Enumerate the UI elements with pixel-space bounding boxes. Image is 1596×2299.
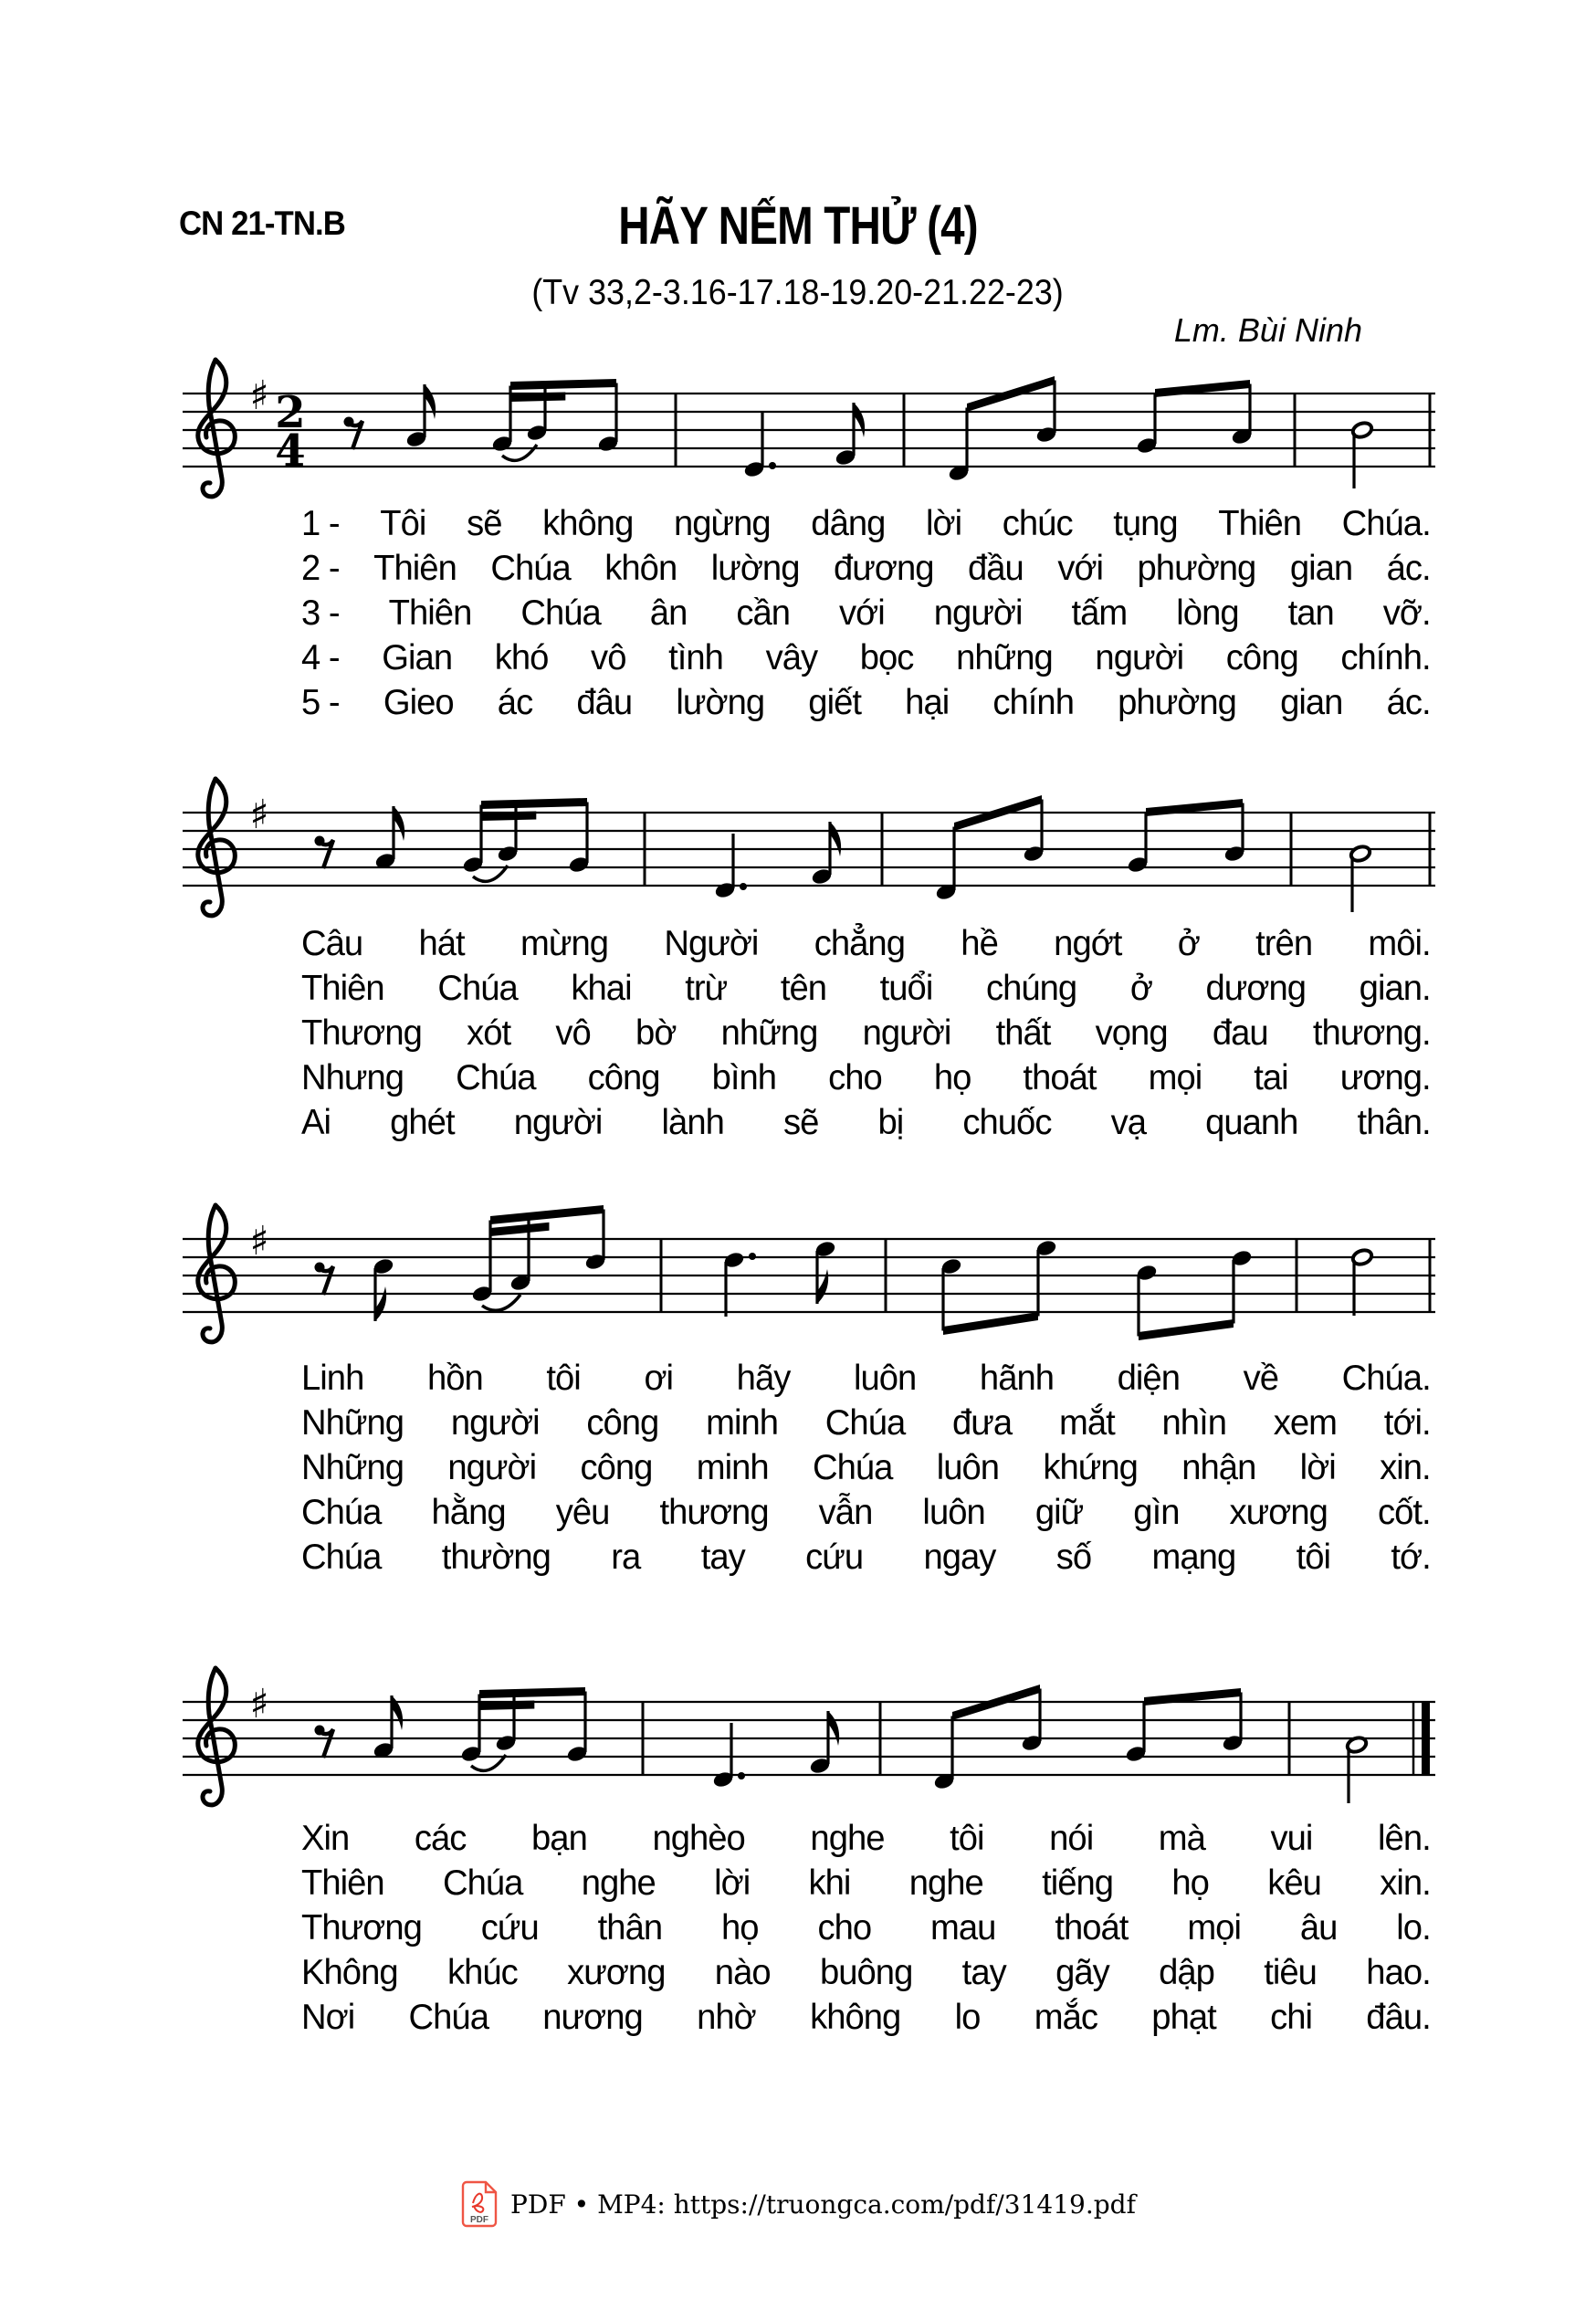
lyric-word: cứu	[480, 1908, 539, 1947]
lyric-word: nhận	[1181, 1448, 1256, 1487]
lyric-word: họ	[933, 1058, 971, 1097]
lyric-word: Gieo	[383, 683, 454, 722]
lyric-word: công	[580, 1448, 653, 1487]
lyric-word: bạn	[531, 1819, 587, 1858]
lyric-word: quanh	[1205, 1103, 1298, 1142]
lyric-word: lo.	[1396, 1908, 1431, 1947]
lyric-word: bọc	[859, 638, 914, 677]
lyric-line	[301, 1953, 1431, 1998]
lyric-word: hằng	[431, 1493, 506, 1532]
lyric-word: khôn	[604, 549, 677, 588]
lyric-word: cốt.	[1377, 1493, 1431, 1532]
lyric-word: Những	[301, 1403, 404, 1443]
lyric-word: đương	[833, 549, 934, 588]
pdf-icon-label: PDF	[470, 2215, 489, 2225]
verse-block-2	[301, 924, 1454, 1148]
lyric-word: luôn	[922, 1493, 985, 1532]
lyric-word: mắt	[1058, 1403, 1115, 1443]
verse-block-1	[301, 504, 1454, 728]
lyric-word: thương	[659, 1493, 769, 1532]
lyric-word: mừng	[520, 924, 609, 963]
lyric-word: gian.	[1359, 969, 1431, 1008]
lyric-word: chúc	[1002, 504, 1073, 543]
lyric-word: Linh	[301, 1359, 364, 1398]
lyric-line	[301, 683, 1431, 728]
lyric-word: họ	[721, 1908, 759, 1947]
lyric-word: mà	[1158, 1819, 1205, 1858]
lyric-word: đưa	[952, 1403, 1013, 1443]
lyric-word: ở	[1129, 969, 1152, 1008]
lyric-word: lo	[954, 1998, 981, 2037]
lyric-word: chẳng	[814, 924, 905, 963]
lyric-line	[301, 1448, 1431, 1493]
lyric-word: Xin	[301, 1819, 350, 1858]
lyric-word: nghe	[810, 1819, 885, 1858]
pdf-file-icon[interactable]	[460, 2180, 499, 2228]
lyric-word: tớ.	[1391, 1538, 1431, 1577]
pdf-url-text[interactable]: PDF • MP4: https://truongca.com/pdf/31419.pdf	[510, 2189, 1136, 2220]
lyric-word: hại	[905, 683, 950, 722]
lyric-word: buông	[819, 1953, 913, 1992]
lyric-word: Tôi	[380, 504, 426, 543]
lyric-word: bị	[877, 1103, 904, 1142]
lyric-word: Nơi	[301, 1998, 355, 2037]
lyric-word: thường	[441, 1538, 551, 1577]
lyric-line	[301, 1998, 1431, 2042]
lyric-word: lường	[676, 683, 765, 722]
svg-text:4: 4	[275, 425, 306, 477]
lyric-word: Thiên	[388, 593, 472, 633]
lyric-word: bờ	[635, 1013, 677, 1053]
lyric-word: xót	[467, 1013, 511, 1053]
lyric-word: kêu	[1267, 1863, 1321, 1903]
lyric-word: mau	[930, 1908, 996, 1947]
lyric-word: dâng	[811, 504, 886, 543]
svg-text:♯: ♯	[249, 373, 269, 419]
lyric-word: phường	[1118, 683, 1236, 722]
lyric-word: xương	[1229, 1493, 1328, 1532]
lyric-word: xương	[567, 1953, 666, 1992]
lyric-word: Chúa	[824, 1403, 906, 1443]
lyric-word: giữ	[1034, 1493, 1084, 1532]
verse-block-4	[301, 1819, 1454, 2042]
lyric-line	[301, 1819, 1431, 1863]
lyric-word: chi	[1270, 1998, 1312, 2037]
lyric-word: cần	[736, 593, 791, 633]
lyric-word: xem	[1273, 1403, 1338, 1443]
lyric-word: lời	[714, 1863, 751, 1903]
lyric-line	[301, 1908, 1431, 1953]
lyric-word: công	[586, 1403, 659, 1443]
lyric-word: ngớt	[1054, 924, 1122, 963]
lyric-word: không	[810, 1998, 901, 2037]
lyric-word: Người	[664, 924, 759, 963]
lyric-word: Ai	[301, 1103, 331, 1142]
lyric-word: người	[933, 593, 1023, 633]
lyric-word: vọng	[1095, 1013, 1168, 1053]
lyric-word: giết	[808, 683, 862, 722]
lyric-word: đầu	[967, 549, 1024, 588]
lyric-word: vạ	[1110, 1103, 1146, 1142]
title-row	[0, 195, 1596, 257]
lyric-line	[301, 1013, 1431, 1058]
lyric-word: Chúa	[456, 1058, 536, 1097]
lyric-word: vỡ.	[1382, 593, 1431, 633]
lyric-word: dập	[1159, 1953, 1214, 1992]
lyric-word: ngay	[923, 1538, 996, 1577]
lyric-word: sẽ	[782, 1103, 819, 1142]
lyric-word: gian	[1280, 683, 1343, 722]
liturgical-code: CN 21-TN.B	[179, 205, 345, 242]
lyric-word: ghét	[390, 1103, 455, 1142]
lyric-word: 2 -	[301, 549, 340, 588]
lyric-word: thương.	[1312, 1013, 1431, 1053]
lyric-word: đâu.	[1366, 1998, 1431, 2037]
lyric-word: vây	[765, 638, 818, 677]
lyric-word: ngừng	[673, 504, 771, 543]
lyric-word: khứng	[1043, 1448, 1138, 1487]
lyric-word: chính.	[1340, 638, 1431, 677]
lyric-word: chúng	[985, 969, 1077, 1008]
lyric-word: luôn	[853, 1359, 917, 1398]
lyric-word: Nhưng	[301, 1058, 404, 1097]
svg-text:♯: ♯	[249, 792, 269, 838]
lyric-word: mọi	[1148, 1058, 1202, 1097]
lyric-word: tuổi	[879, 969, 933, 1008]
lyric-word: tôi	[546, 1359, 581, 1398]
lyric-word: cho	[828, 1058, 882, 1097]
lyric-word: đâu	[576, 683, 633, 722]
lyric-word: minh	[706, 1403, 779, 1443]
lyric-word: Gian	[382, 638, 453, 677]
lyric-word: công	[587, 1058, 660, 1097]
lyric-word: vẫn	[818, 1493, 873, 1532]
composer-credit: Lm. Bùi Ninh	[1173, 311, 1362, 349]
lyric-word: Chúa	[437, 969, 518, 1008]
lyric-word: Chúa	[442, 1863, 523, 1903]
lyric-word: Không	[301, 1953, 398, 1992]
lyric-word: ân	[649, 593, 688, 633]
lyric-word: tan	[1287, 593, 1334, 633]
lyric-word: công	[1225, 638, 1298, 677]
lyric-word: mắc	[1034, 1998, 1097, 2037]
lyric-word: ơi	[644, 1359, 674, 1398]
lyric-word: hề	[961, 924, 998, 963]
lyric-word: ương.	[1339, 1058, 1431, 1097]
lyric-word: dương	[1205, 969, 1307, 1008]
lyric-word: lành	[661, 1103, 724, 1142]
lyric-word: Thiên	[1218, 504, 1302, 543]
lyric-word: Thiên	[301, 969, 384, 1008]
lyric-word: số	[1055, 1538, 1092, 1577]
lyric-line	[301, 1538, 1431, 1582]
lyric-word: trừ	[685, 969, 728, 1008]
lyric-line	[301, 1403, 1431, 1448]
lyric-word: ác.	[1386, 549, 1431, 588]
lyric-word: tụng	[1113, 504, 1178, 543]
lyric-word: Chúa.	[1341, 504, 1431, 543]
lyric-word: Thiên	[373, 549, 457, 588]
lyric-line	[301, 1863, 1431, 1908]
staff-1-notation	[183, 348, 1435, 530]
lyric-word: Chúa.	[1341, 1359, 1431, 1398]
footer	[0, 2180, 1596, 2228]
lyric-word: nhờ	[697, 1998, 756, 2037]
lyric-word: tay	[700, 1538, 745, 1577]
lyric-word: tiêu	[1264, 1953, 1317, 1992]
lyric-word: hãy	[736, 1359, 791, 1398]
lyric-word: đau	[1212, 1013, 1268, 1053]
lyric-word: người	[862, 1013, 951, 1053]
verse-block-3	[301, 1359, 1454, 1582]
lyric-word: yêu	[555, 1493, 610, 1532]
lyric-word: 3 -	[301, 593, 340, 633]
lyric-word: 1 -	[301, 504, 340, 543]
lyric-word: thất	[995, 1013, 1051, 1053]
lyric-line	[301, 1359, 1431, 1403]
lyric-word: nghèo	[652, 1819, 745, 1858]
subtitle-row	[0, 273, 1596, 313]
lyric-line	[301, 1493, 1431, 1538]
lyric-word: với	[839, 593, 885, 633]
lyric-word: tôi	[1296, 1538, 1331, 1577]
lyric-word: Chúa	[301, 1538, 382, 1577]
lyric-word: hao.	[1366, 1953, 1431, 1992]
lyric-line	[301, 924, 1431, 969]
lyric-word: tới.	[1383, 1403, 1431, 1443]
lyric-word: ác	[497, 683, 533, 722]
lyric-word: ở	[1177, 924, 1200, 963]
lyric-word: Chúa	[408, 1998, 488, 2037]
lyric-word: minh	[696, 1448, 769, 1487]
lyric-word: vô	[555, 1013, 591, 1053]
lyric-word: người	[1095, 638, 1184, 677]
lyric-word: phạt	[1151, 1998, 1216, 2037]
song-title: HÃY NẾM THỬ (4)	[618, 196, 978, 256]
lyric-word: Chúa	[301, 1493, 382, 1532]
lyric-word: khúc	[446, 1953, 518, 1992]
lyric-word: ác.	[1386, 683, 1431, 722]
staff-4-notation	[183, 1656, 1435, 1839]
lyric-word: tai	[1254, 1058, 1288, 1097]
lyric-word: những	[956, 638, 1053, 677]
lyric-word: gìn	[1133, 1493, 1180, 1532]
lyric-word: mọi	[1187, 1908, 1241, 1947]
lyric-word: nói	[1049, 1819, 1094, 1858]
lyric-word: thoát	[1055, 1908, 1129, 1947]
lyric-word: gian	[1289, 549, 1353, 588]
lyric-line	[301, 1103, 1431, 1148]
lyric-word: Chúa	[812, 1448, 893, 1487]
lyric-word: hát	[418, 924, 465, 963]
lyric-word: trên	[1255, 924, 1313, 963]
lyric-word: luôn	[936, 1448, 1000, 1487]
lyric-word: âu	[1299, 1908, 1338, 1947]
lyric-word: nhìn	[1161, 1403, 1226, 1443]
lyric-word: môi.	[1368, 924, 1431, 963]
lyric-word: nào	[714, 1953, 771, 1992]
lyric-word: Thương	[301, 1908, 422, 1947]
lyric-word: lòng	[1176, 593, 1239, 633]
lyric-word: lời	[1299, 1448, 1336, 1487]
svg-text:♯: ♯	[249, 1681, 269, 1727]
lyric-word: gãy	[1055, 1953, 1109, 1992]
lyric-word: Chúa	[490, 549, 571, 588]
lyric-word: về	[1243, 1359, 1279, 1398]
lyric-line	[301, 969, 1431, 1013]
lyric-word: tay	[961, 1953, 1006, 1992]
lyric-word: họ	[1171, 1863, 1209, 1903]
lyric-word: thân	[597, 1908, 663, 1947]
lyric-line	[301, 1058, 1431, 1103]
lyric-word: tình	[668, 638, 723, 677]
lyric-word: nghe	[581, 1863, 656, 1903]
lyric-word: mạng	[1151, 1538, 1236, 1577]
psalm-reference: (Tv 33,2-3.16-17.18-19.20-21.22-23)	[531, 273, 1065, 312]
lyric-word: không	[542, 504, 634, 543]
lyric-word: chuốc	[962, 1103, 1052, 1142]
lyric-word: khi	[808, 1863, 851, 1903]
lyric-word: hãnh	[979, 1359, 1055, 1398]
lyric-word: phường	[1137, 549, 1256, 588]
lyric-line	[301, 593, 1431, 638]
lyric-word: lên.	[1378, 1819, 1431, 1858]
lyric-word: Câu	[301, 924, 363, 963]
svg-text:♯: ♯	[249, 1218, 269, 1265]
lyric-word: tên	[780, 969, 827, 1008]
lyric-word: chính	[992, 683, 1074, 722]
lyric-line	[301, 549, 1431, 593]
svg-text:2: 2	[275, 387, 306, 438]
lyric-word: sẽ	[467, 504, 502, 543]
lyric-word: vô	[591, 638, 626, 677]
lyric-word: 5 -	[301, 683, 340, 722]
lyric-word: những	[720, 1013, 818, 1053]
lyric-word: thoát	[1023, 1058, 1097, 1097]
lyric-word: 4 -	[301, 638, 340, 677]
lyric-word: thân.	[1357, 1103, 1431, 1142]
lyric-word: Thương	[301, 1013, 422, 1053]
lyric-line	[301, 638, 1431, 683]
lyric-word: hồn	[426, 1359, 483, 1398]
lyric-word: với	[1057, 549, 1104, 588]
lyric-word: các	[414, 1819, 467, 1858]
lyric-word: người	[513, 1103, 603, 1142]
lyric-word: cho	[817, 1908, 872, 1947]
lyric-word: bình	[711, 1058, 777, 1097]
lyric-word: người	[447, 1448, 537, 1487]
lyric-word: lời	[926, 504, 962, 543]
lyric-word: xin.	[1380, 1448, 1431, 1487]
staff-2-notation	[183, 767, 1435, 950]
lyric-line	[301, 504, 1431, 549]
staff-3-notation	[183, 1193, 1435, 1376]
lyric-word: Những	[301, 1448, 404, 1487]
lyric-word: xin.	[1380, 1863, 1431, 1903]
lyric-word: vui	[1270, 1819, 1313, 1858]
lyric-word: cứu	[805, 1538, 864, 1577]
lyric-word: tấm	[1071, 593, 1128, 633]
lyric-word: diện	[1117, 1359, 1180, 1398]
lyric-word: người	[450, 1403, 540, 1443]
lyric-word: tiếng	[1042, 1863, 1114, 1903]
lyric-word: nghe	[908, 1863, 983, 1903]
lyric-word: nương	[542, 1998, 643, 2037]
lyric-word: Thiên	[301, 1863, 384, 1903]
lyric-word: lường	[710, 549, 800, 588]
lyric-word: Chúa	[520, 593, 601, 633]
lyric-word: ra	[611, 1538, 641, 1577]
lyric-word: tôi	[950, 1819, 984, 1858]
lyric-word: khó	[494, 638, 549, 677]
lyric-word: khai	[571, 969, 632, 1008]
